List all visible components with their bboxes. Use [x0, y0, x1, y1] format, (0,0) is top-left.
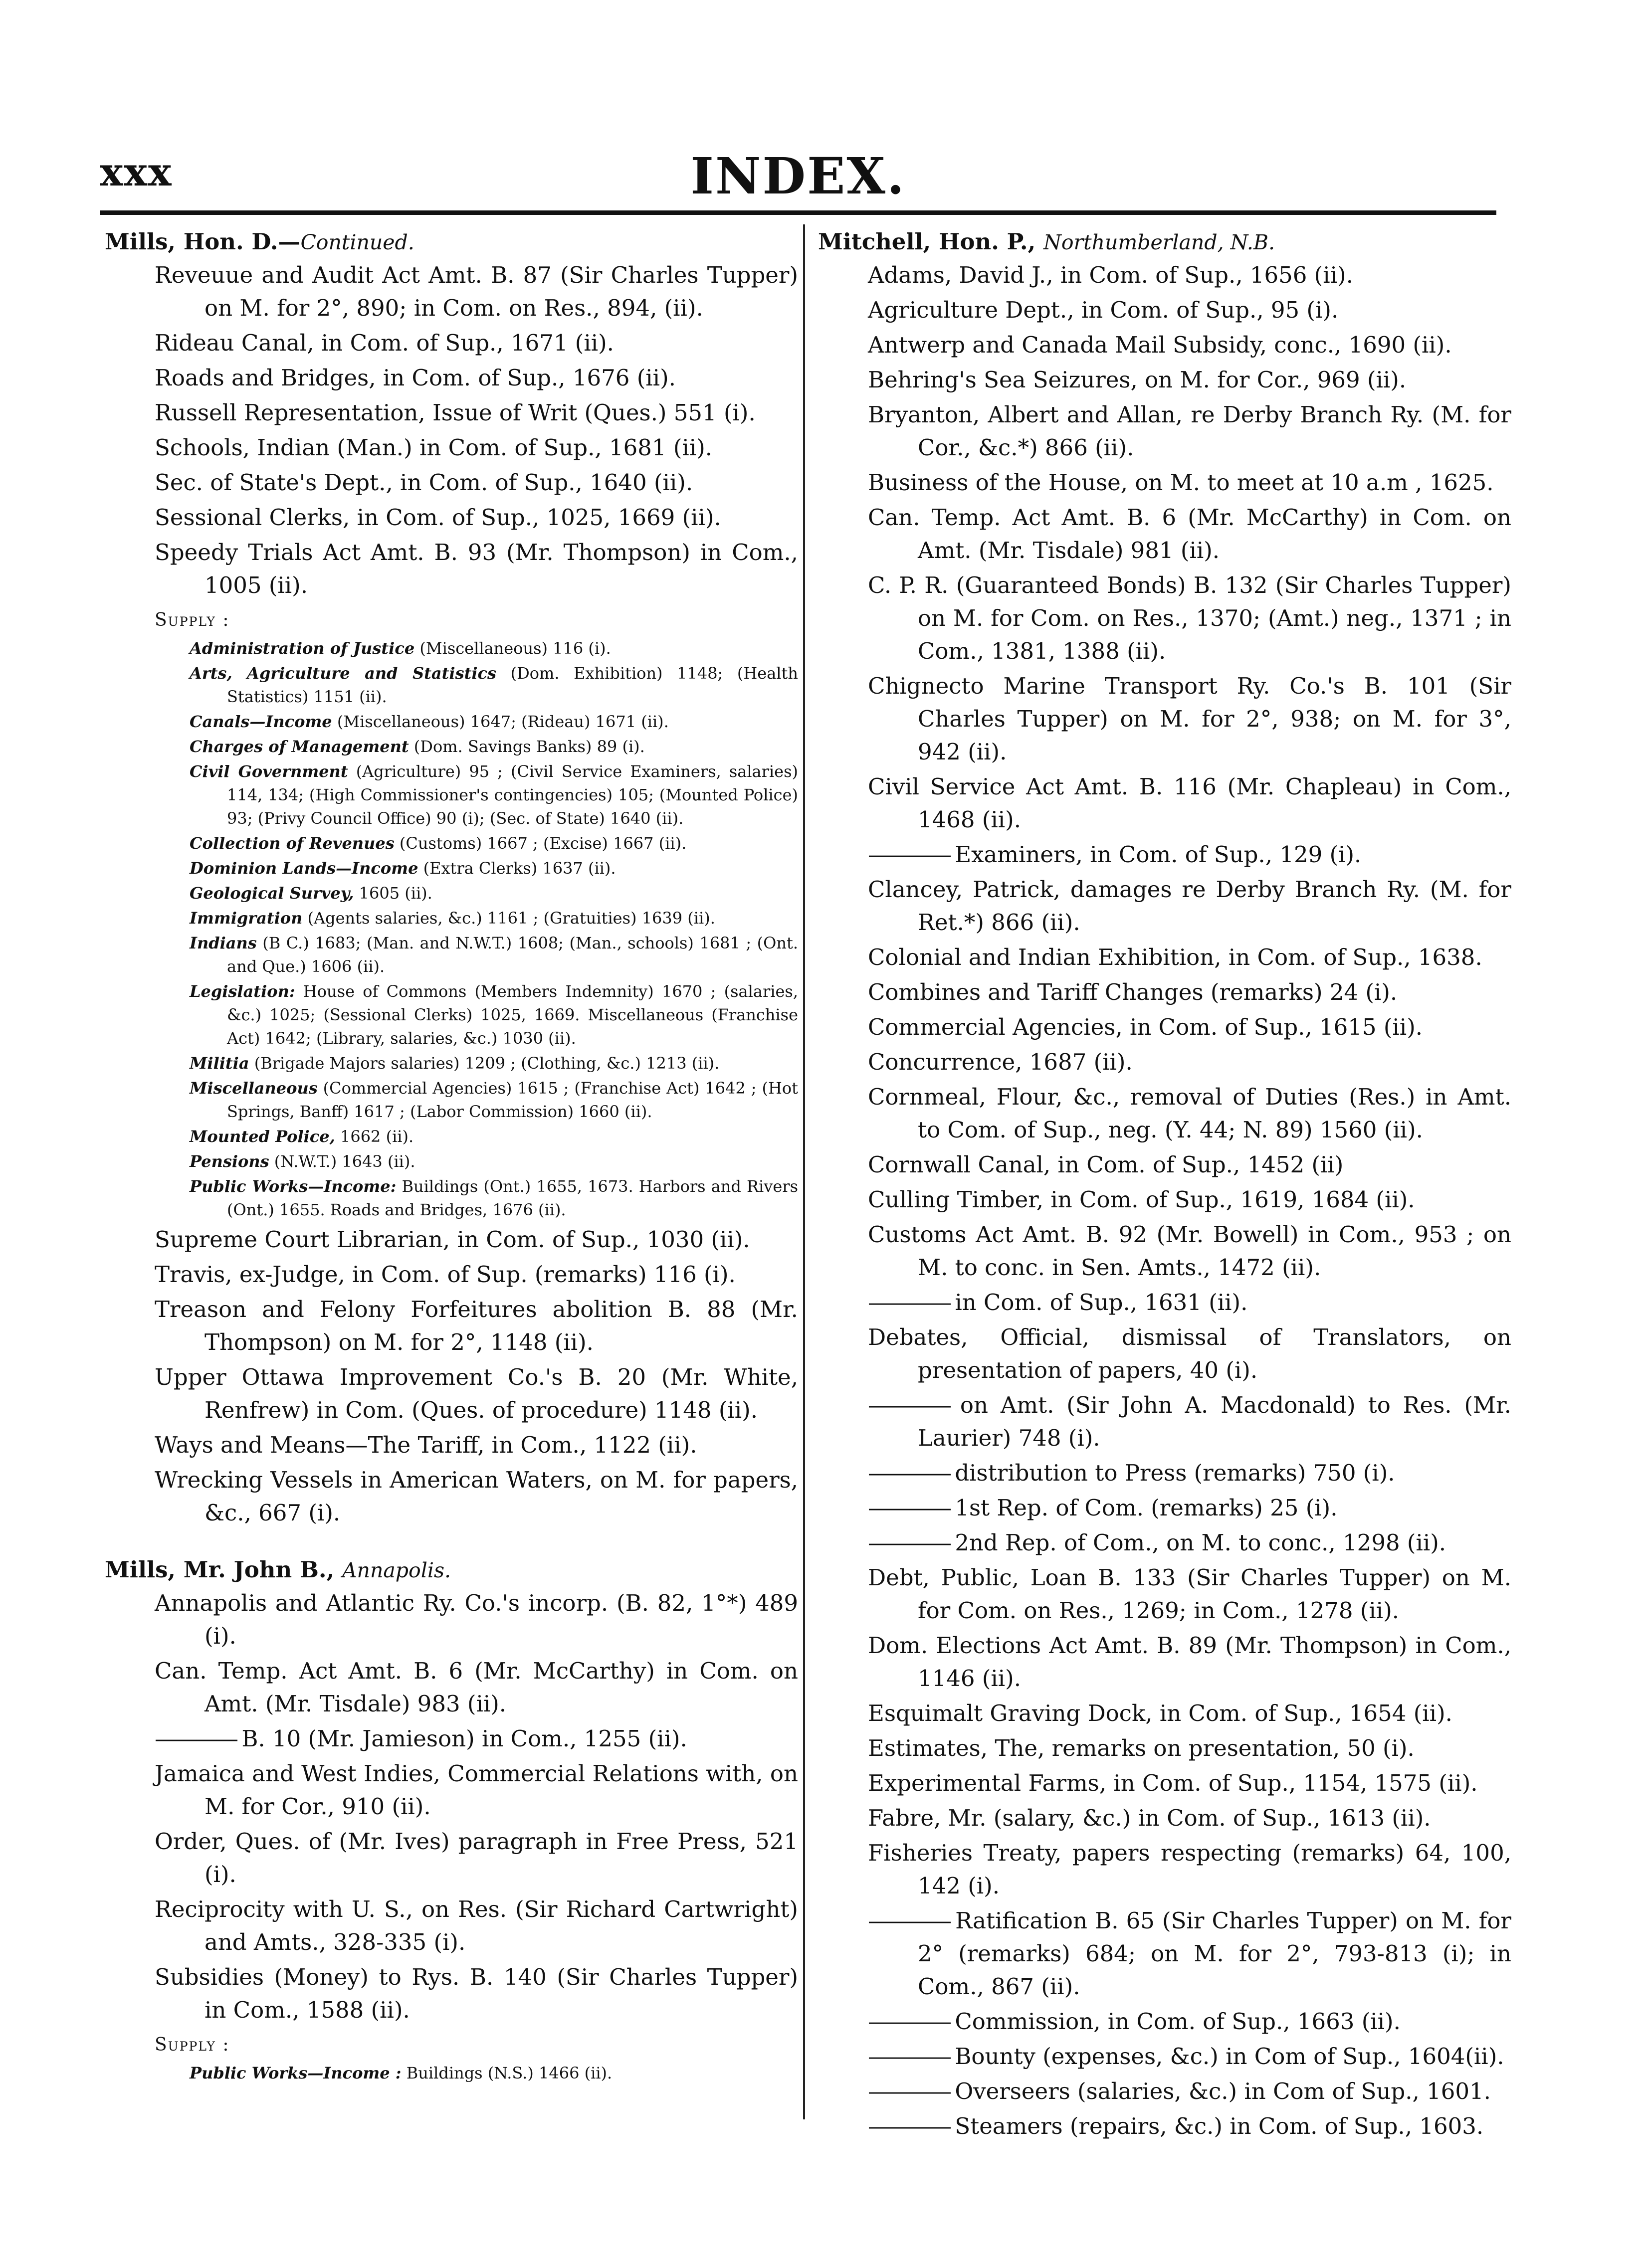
index-entry: Estimates, The, remarks on presentation, 50 (i).	[868, 1735, 1415, 1761]
index-subentry: ———— B. 10 (Mr. Jamieson) in Com., 1255 (ii).	[155, 1722, 798, 1755]
index-entry: Sec. of State's Dept., in Com. of Sup., 1640 (ii).	[155, 469, 693, 496]
supply-label: Supply :	[155, 2035, 230, 2055]
index-entry: Customs Act Amt. B. 92 (Mr. Bowell) in Com., 953 ; on M. to conc. in Sen. Amts., 1472 (ii).	[868, 1221, 1511, 1281]
index-entry: Commercial Agencies, in Com. of Sup., 1615 (ii).	[868, 1014, 1423, 1040]
index-entry: Can. Temp. Act Amt. B. 6 (Mr. McCarthy) in Com. on Amt. (Mr. Tisdale) 981 (ii).	[868, 504, 1511, 564]
supply-subentry	[190, 760, 798, 830]
page-title: INDEX.	[690, 147, 906, 205]
index-subentry: ———— on Amt. (Sir John A. Macdonald) to Res. (Mr. Laurier) 748 (i).	[868, 1389, 1511, 1455]
index-entry: Reciprocity with U. S., on Res. (Sir Richard Cartwright) and Amts., 328-335 (i).	[155, 1896, 798, 1955]
index-entry: Rideau Canal, in Com. of Sup., 1671 (ii).	[155, 330, 614, 356]
index-entry: Schools, Indian (Man.) in Com. of Sup., 1681 (ii).	[155, 434, 713, 461]
index-subentry: ———— Overseers (salaries, &c.) in Com of Sup., 1601.	[868, 2075, 1511, 2108]
supply-subentry	[190, 1150, 798, 1173]
subentry-text: (Miscellaneous) 1647; (Rideau) 1671 (ii).	[332, 712, 669, 731]
index-entry: Cornmeal, Flour, &c., removal of Duties (Res.) in Amt. to Com. of Sup., neg. (Y. 44; N. 89) 1560 (ii).	[868, 1084, 1511, 1143]
index-entry: Agriculture Dept., in Com. of Sup., 95 (i).	[868, 297, 1339, 323]
index-entry: Adams, David J., in Com. of Sup., 1656 (ii).	[868, 262, 1353, 288]
subentry-text: (Dom. Savings Banks) 89 (i).	[409, 737, 645, 756]
index-entry: Bryanton, Albert and Allan, re Derby Branch Ry. (M. for Cor., &c.*) 866 (ii).	[868, 401, 1511, 461]
index-entry: Roads and Bridges, in Com. of Sup., 1676 (ii).	[155, 365, 676, 391]
subentry-category: Public Works—Income :	[190, 2064, 402, 2082]
index-entry: Russell Representation, Issue of Writ (Ques.) 551 (i).	[155, 399, 756, 426]
index-entry: Civil Service Act Amt. B. 116 (Mr. Chapleau) in Com., 1468 (ii).	[868, 773, 1511, 833]
subentry-text: (B C.) 1683; (Man. and N.W.T.) 1608; (Man., schools) 1681 ; (Ont. and Que.) 1606 (ii).	[227, 934, 798, 976]
index-entry: Combines and Tariff Changes (remarks) 24 (i).	[868, 979, 1398, 1005]
subentry-category: Immigration	[190, 909, 303, 928]
index-subentry: ———— 2nd Rep. of Com., on M. to conc., 1298 (ii).	[868, 1526, 1511, 1559]
subentry-category: Miscellaneous	[190, 1079, 318, 1098]
subentry-category: Canals—Income	[190, 712, 332, 731]
subentry-text: (Customs) 1667 ; (Excise) 1667 (ii).	[394, 834, 687, 853]
index-subentry: ———— Steamers (repairs, &c.) in Com. of Sup., 1603.	[868, 2110, 1511, 2143]
entry-heading	[105, 225, 798, 259]
index-entry: Chignecto Marine Transport Ry. Co.'s B. 101 (Sir Charles Tupper) on M. for 2°, 938; on M. for 3°, 942 (ii).	[868, 673, 1511, 765]
subentry-category: Administration of Justice	[190, 639, 415, 658]
index-entry: Supreme Court Librarian, in Com. of Sup., 1030 (ii).	[155, 1226, 750, 1253]
supply-subentry	[190, 932, 798, 978]
index-entry: Behring's Sea Seizures, on M. for Cor., 969 (ii).	[868, 367, 1407, 393]
supply-subentry	[190, 637, 798, 660]
supply-subentry	[190, 857, 798, 880]
index-entry: Jamaica and West Indies, Commercial Relations with, on M. for Cor., 910 (ii).	[155, 1760, 798, 1820]
heading-name: Mills, Hon. D.—	[105, 228, 301, 255]
subentry-category: Legislation:	[190, 982, 295, 1001]
index-entry: Business of the House, on M. to meet at 10 a.m , 1625.	[868, 469, 1494, 496]
supply-subentry	[190, 662, 798, 709]
index-entry: Subsidies (Money) to Rys. B. 140 (Sir Charles Tupper) in Com., 1588 (ii).	[155, 1964, 798, 2023]
subentry-text: Buildings (Ont.) 1655, 1673. Harbors and Rivers (Ont.) 1655. Roads and Bridges, 1676 (ii).	[227, 1177, 799, 1219]
subentry-text: House of Commons (Members Indemnity) 1670 ; (salaries, &c.) 1025; (Sessional Clerks) 1025, 1669. Miscellaneous (Franchise Act) 1642; (Library, salaries, &c.) 1030 (ii).	[227, 982, 798, 1048]
index-subentry: ———— Ratification B. 65 (Sir Charles Tupper) on M. for 2° (remarks) 684; on M. for 2°, 793-813 (i); in Com., 867 (ii).	[868, 1904, 1511, 2003]
subentry-category: Militia	[190, 1054, 249, 1073]
right-column	[818, 225, 1511, 2145]
subentry-category: Charges of Management	[190, 737, 409, 756]
heading-qualifier: Northumberland, N.B.	[1043, 230, 1275, 254]
supply-subentry	[190, 882, 798, 905]
subentry-text: (Miscellaneous) 116 (i).	[414, 639, 611, 658]
supply-subentry	[190, 710, 798, 734]
index-subentry: ———— Commission, in Com. of Sup., 1663 (ii).	[868, 2005, 1511, 2038]
subentry-category: Mounted Police,	[190, 1127, 335, 1146]
subentry-category: Indians	[190, 934, 257, 952]
index-entry: C. P. R. (Guaranteed Bonds) B. 132 (Sir Charles Tupper) on M. for Com. on Res., 1370; (Amt.) neg., 1371 ; in Com., 1381, 1388 (ii).	[868, 572, 1511, 664]
subentry-category: Civil Government	[190, 762, 348, 781]
index-entry: Travis, ex-Judge, in Com. of Sup. (remarks) 116 (i).	[155, 1261, 736, 1288]
index-entry: Speedy Trials Act Amt. B. 93 (Mr. Thompson) in Com., 1005 (ii).	[155, 539, 798, 598]
heading-name: Mills, Mr. John B.,	[105, 1556, 342, 1583]
index-entry: Debates, Official, dismissal of Translators, on presentation of papers, 40 (i).	[868, 1324, 1511, 1383]
subentry-text: (Commercial Agencies) 1615 ; (Franchise Act) 1642 ; (Hot Springs, Banff) 1617 ; (Labor Commission) 1660 (ii).	[227, 1079, 798, 1121]
subentry-text: (Brigade Majors salaries) 1209 ; (Clothing, &c.) 1213 (ii).	[249, 1054, 720, 1073]
subentry-text: (Agriculture) 95 ; (Civil Service Examiners, salaries) 114, 134; (High Commissioner's contingencies) 105; (Mounted Police) 93; (Privy Council Office) 90 (i); (Sec. of State) 1640 (ii).	[227, 762, 799, 828]
index-entry: Experimental Farms, in Com. of Sup., 1154, 1575 (ii).	[868, 1770, 1478, 1796]
index-entry: Fabre, Mr. (salary, &c.) in Com. of Sup., 1613 (ii).	[868, 1805, 1431, 1831]
subentry-text: 1605 (ii).	[354, 884, 432, 903]
supply-subentry	[190, 907, 798, 930]
index-entry: Fisheries Treaty, papers respecting (remarks) 64, 100, 142 (i).	[868, 1840, 1511, 1899]
index-entry: Wrecking Vessels in American Waters, on M. for papers, &c., 667 (i).	[155, 1467, 798, 1526]
subentry-category: Collection of Revenues	[190, 834, 395, 853]
subentry-category: Public Works—Income:	[190, 1177, 397, 1196]
left-column	[105, 225, 798, 2086]
index-entry: Sessional Clerks, in Com. of Sup., 1025, 1669 (ii).	[155, 504, 721, 531]
index-entry: Colonial and Indian Exhibition, in Com. of Sup., 1638.	[868, 944, 1482, 970]
subentry-text: 1662 (ii).	[335, 1127, 414, 1146]
subentry-category: Arts, Agriculture and Statistics	[190, 664, 497, 683]
supply-subentry	[190, 980, 798, 1050]
index-subentry: ———— in Com. of Sup., 1631 (ii).	[868, 1286, 1511, 1319]
index-entry: Order, Ques. of (Mr. Ives) paragraph in Free Press, 521 (i).	[155, 1828, 798, 1888]
index-entry: Culling Timber, in Com. of Sup., 1619, 1684 (ii).	[868, 1186, 1415, 1213]
entry-heading	[105, 1553, 798, 1587]
index-entry: Annapolis and Atlantic Ry. Co.'s incorp. (B. 82, 1°*) 489 (i).	[155, 1590, 798, 1649]
right-entry-list	[818, 259, 1511, 2143]
subentry-category: Geological Survey,	[190, 884, 354, 903]
index-entry: Upper Ottawa Improvement Co.'s B. 20 (Mr. White, Renfrew) in Com. (Ques. of procedure) 1148 (ii).	[155, 1364, 798, 1423]
supply-subentry	[190, 1077, 798, 1124]
index-entry: Reveuue and Audit Act Amt. B. 87 (Sir Charles Tupper) on M. for 2°, 890; in Com. on Res., 894, (ii).	[155, 262, 798, 321]
subentry-category: Dominion Lands—Income	[190, 859, 418, 878]
index-subentry: ———— 1st Rep. of Com. (remarks) 25 (i).	[868, 1492, 1511, 1524]
supply-subentry	[190, 832, 798, 855]
subentry-text: Buildings (N.S.) 1466 (ii).	[401, 2064, 613, 2082]
subentry-text: (N.W.T.) 1643 (ii).	[269, 1152, 415, 1171]
index-entry: Treason and Felony Forfeitures abolition B. 88 (Mr. Thompson) on M. for 2°, 1148 (ii).	[155, 1296, 798, 1355]
column-divider	[803, 224, 805, 2119]
index-entry: Antwerp and Canada Mail Subsidy, conc., 1690 (ii).	[868, 332, 1452, 358]
subentry-text: (Agents salaries, &c.) 1161 ; (Gratuities) 1639 (ii).	[302, 909, 715, 928]
supply-label: Supply :	[155, 610, 230, 630]
header-rule	[100, 210, 1496, 215]
supply-subentry	[190, 1052, 798, 1075]
heading-qualifier: Continued.	[300, 230, 414, 254]
index-entry: Can. Temp. Act Amt. B. 6 (Mr. McCarthy) in Com. on Amt. (Mr. Tisdale) 983 (ii).	[155, 1658, 798, 1717]
entry-heading	[818, 225, 1511, 259]
page-header	[100, 147, 1496, 209]
supply-subentry	[190, 1125, 798, 1148]
supply-subentry	[190, 1175, 798, 1222]
supply-subentry	[190, 735, 798, 758]
subentry-text: (Extra Clerks) 1637 (ii).	[418, 859, 616, 878]
index-entry: Dom. Elections Act Amt. B. 89 (Mr. Thompson) in Com., 1146 (ii).	[868, 1632, 1511, 1692]
index-subentry: ———— Bounty (expenses, &c.) in Com of Sup., 1604(ii).	[868, 2040, 1511, 2073]
index-entry: Ways and Means—The Tariff, in Com., 1122 (ii).	[155, 1432, 697, 1458]
index-entry: Clancey, Patrick, damages re Derby Branch Ry. (M. for Ret.*) 866 (ii).	[868, 876, 1511, 936]
heading-qualifier: Annapolis.	[342, 1558, 451, 1582]
index-entry: Cornwall Canal, in Com. of Sup., 1452 (ii)	[868, 1151, 1344, 1178]
index-subentry: ———— Examiners, in Com. of Sup., 129 (i).	[868, 838, 1511, 871]
supply-subentry	[190, 2062, 798, 2085]
page-folio: xxx	[100, 150, 173, 195]
index-subentry: ———— distribution to Press (remarks) 750 (i).	[868, 1457, 1511, 1490]
index-entry: Concurrence, 1687 (ii).	[868, 1049, 1133, 1075]
subentry-category: Pensions	[190, 1152, 269, 1171]
heading-name: Mitchell, Hon. P.,	[818, 228, 1043, 255]
index-entry: Esquimalt Graving Dock, in Com. of Sup., 1654 (ii).	[868, 1700, 1452, 1726]
subentry-text: (Dom. Exhibition) 1148; (Health Statistics) 1151 (ii).	[227, 664, 799, 706]
index-entry: Debt, Public, Loan B. 133 (Sir Charles Tupper) on M. for Com. on Res., 1269; in Com., 1278 (ii).	[868, 1564, 1511, 1624]
